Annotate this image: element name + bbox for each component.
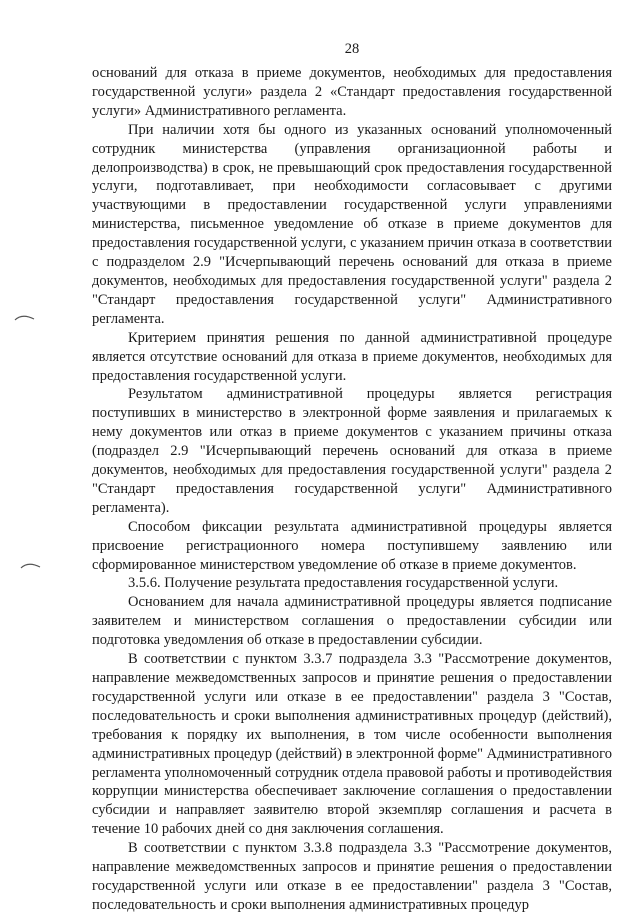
paragraph: Основанием для начала административной процедуры является подписание заявителем и министерством соглашения о предоставлении субсидии или подготовка уведомления об отказе в предоставлении субсидии. bbox=[92, 594, 612, 649]
document-body bbox=[92, 64, 612, 915]
paragraph-continuation: оснований для отказа в приеме документов, необходимых для предоставления государственной услуги» раздела 2 «Стандарт предоставления государственной услуги» Административного регламента. bbox=[92, 65, 612, 119]
section-heading: 3.5.6. Получение результата предоставления государственной услуги. bbox=[128, 575, 559, 592]
paragraph: Критерием принятия решения по данной административной процедуре является отсутствие оснований для отказа в приеме документов, необходимых для предоставления государственной услуги. bbox=[92, 329, 612, 384]
paragraph: Способом фиксации результата административной процедуры является присвоение регистрационного номера поступившему заявлению или сформированное министерством уведомление об отказе в приеме документов. bbox=[92, 518, 612, 573]
paragraph: В соответствии с пунктом 3.3.7 подраздела 3.3 "Рассмотрение документов, направление межведомственных запросов и принятие решения о предоставлении государственной услуги или отказе в ее предоставлении" раздела 3 "Состав, последовательность и сроки выполнения административных процедур (действий), требования к порядку их выполнения, в том числе особенности выполнения административных процедур (действий) в электронной форме" Административного регламента уполномоченный сотрудник отдела правовой работы и противодействия коррупции министерства обеспечивает заключение соглашения о предоставлении субсидии и направляет заявителю второй экземпляр соглашения и расчета в течение 10 рабочих дней со дня заключения соглашения. bbox=[92, 651, 612, 838]
page-number: 28 bbox=[344, 41, 360, 57]
margin-mark-icon bbox=[20, 560, 42, 570]
paragraph: В соответствии с пунктом 3.3.8 подраздела 3.3 "Рассмотрение документов, направление межведомственных запросов и принятие решения о предоставлении государственной услуги или отказе в ее предоставлении" раздела 3 "Состав, последовательность и сроки выполнения административных процедур bbox=[92, 840, 612, 913]
paragraph: При наличии хотя бы одного из указанных оснований уполномоченный сотрудник министерства (управления организационной работы и делопроизводства) в срок, не превышающий срок предоставления государственной услуги, подготавливает, при необходимости согласовывает с другими участвующими в предоставлении государственной услуги управлениями министерства, письменное уведомление об отказе в приеме документов для предоставления государственной услуги, с указанием причин отказа в соответствии с подразделом 2.9 "Исчерпывающий перечень оснований для отказа в приеме документов, необходимых для предоставления государственной услуги" раздела 2 "Стандарт предоставления государственной услуги" Административного регламента. bbox=[92, 121, 612, 327]
margin-mark-icon bbox=[14, 312, 36, 322]
paragraph: Результатом административной процедуры является регистрация поступивших в министерство в электронной форме заявления и прилагаемых к нему документов или отказ в приеме документов с указанием причины отказа (подраздел 2.9 "Исчерпывающий перечень оснований для отказа в приеме документов, необходимых для предоставления государственной услуги" раздела 2 "Стандарт предоставления государственной услуги" Административного регламента). bbox=[92, 386, 612, 516]
